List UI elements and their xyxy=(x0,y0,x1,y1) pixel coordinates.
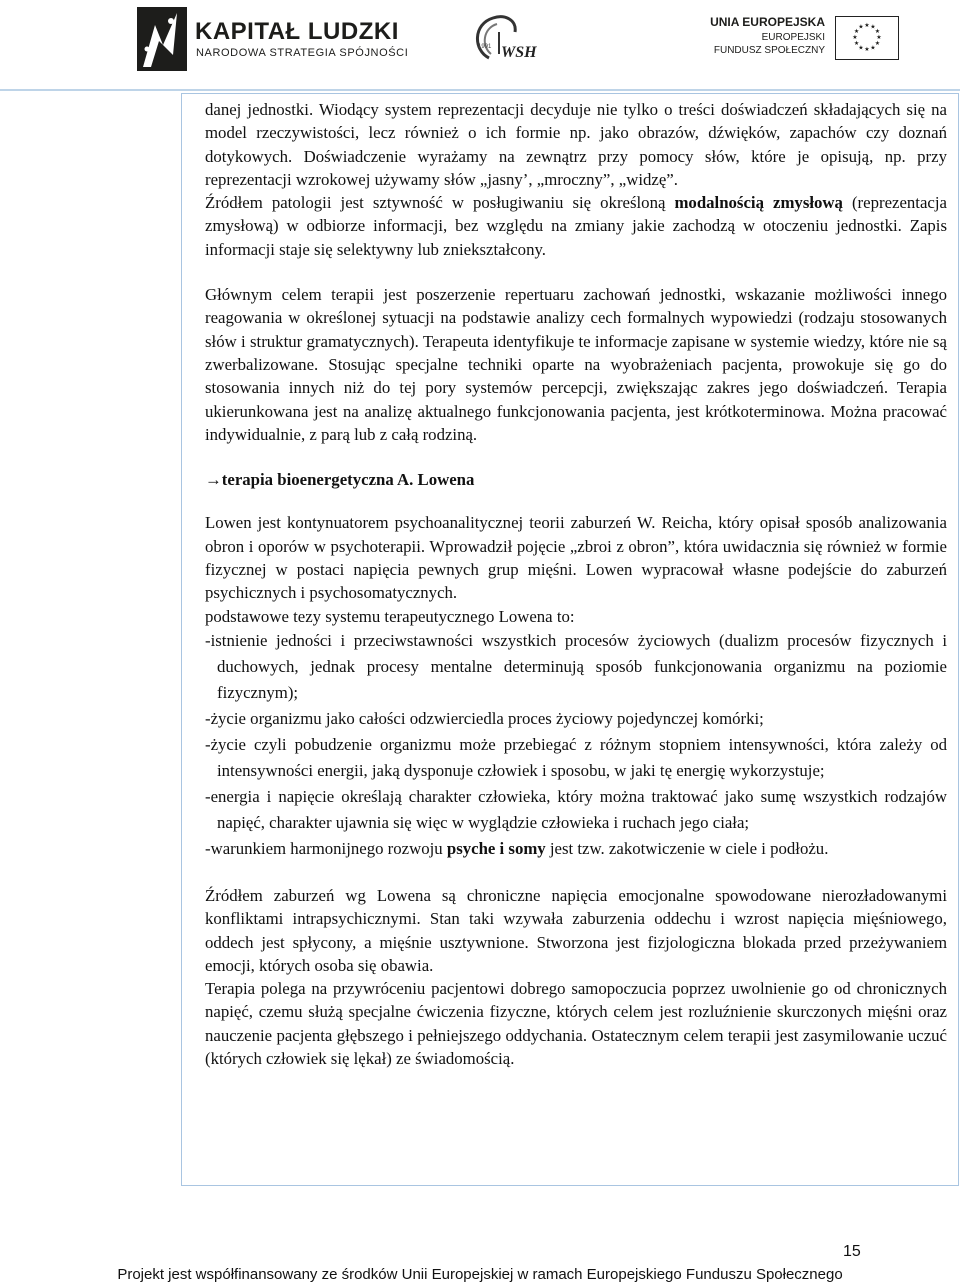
document-body xyxy=(205,98,947,1070)
svg-text:★: ★ xyxy=(853,28,860,35)
svg-text:★: ★ xyxy=(874,40,881,47)
kapital-ludzki-icon xyxy=(133,5,191,73)
eu-fund-line1: EUROPEJSKI xyxy=(761,32,825,43)
page-number: 15 xyxy=(843,1243,861,1260)
paragraph-theses-intro: podstawowe tezy systemu terapeutycznego Lowena to: xyxy=(205,606,575,626)
eu-stars-icon xyxy=(836,17,898,59)
svg-text:★: ★ xyxy=(864,22,870,29)
paragraph-lowen-intro: Lowen jest kontynuatorem psychoanalitycznej teorii zaburzeń W. Reicha, który opisał sposób analizowania obron i oporów w psychoterapii. Wprowadził pojęcie „zbroi z obron”, która uwidacznia się również w formie fizycznej w postaci napięcia pewnych grup mięśni. Lowen wypracował własne podejście do zaburzeń psychicznych i psychosomatycznych. xyxy=(205,513,947,603)
page-header xyxy=(0,0,960,92)
paragraph-therapy-method: Terapia polega na przywróceniu pacjentowi dobrego samopoczucia poprzez uwolnienie go od chronicznych napięć, czemu służą specjalne ćwiczenia fizyczne, których celem jest rozluźnienie skurczonych mięśni oraz nauczenie pacjenta głębszego i pełniejszego oddychania. Ostatecznym celem terapii jest zasymilowanie uczuć (których człowiek się lękał) ze świadomością. xyxy=(205,979,947,1069)
svg-text:★: ★ xyxy=(853,40,860,47)
eu-logo-text xyxy=(660,12,825,70)
svg-text:★: ★ xyxy=(852,34,858,41)
paragraph-therapy-goal: Głównym celem terapii jest poszerzenie repertuaru zachowań jednostki, wskazanie możliwości innego reagowania w określonej sytuacji na podstawie analizy cech formalnych wypowiedzi (rodzaju stosowanych słów i struktur gramatycznych). Terapeuta identyfikuje te informacje zapisane w systemie wiedzy, które nie są zwerbalizowane. Stosując specjalne techniki oparte na wyobrażeniach pacjenta, prowokuje się go do stosowania innych niż do tej pory systemów percepcji, zwiększając zakres jego doświadczeń. Terapia ukierunkowana jest na analizę aktualnego funkcjonowania pacjenta, jest krótkoterminowa. Można pracować indywidualnie, z parą lub z całą rodziną. xyxy=(205,285,947,444)
pathology-text-end: (reprezentacja zmysłową) w odbiorze informacji, bez względu na zmiany jakie zachodzą w otoczeniu jednostki. Zapis informacji staje się selektywny lub zniekształcony. xyxy=(205,193,947,259)
eu-flag-icon xyxy=(835,16,899,60)
wsh-year: 1991 xyxy=(478,44,492,50)
eu-fund-line2: FUNDUSZ SPOŁECZNY xyxy=(713,45,825,56)
list-item: -energia i napięcie określają charakter człowieka, który można traktować jako sumę wszystkich rodzajów napięć, charakter ujawnia się więc w wyglądzie człowieka i ruchach jego ciała; xyxy=(205,786,947,832)
paragraph-pathology xyxy=(205,191,947,261)
psyche-soma-term: psyche i somy xyxy=(446,838,546,858)
kapital-ludzki-subtitle: NARODOWA STRATEGIA SPÓJNOŚCI xyxy=(196,47,409,59)
wsh-text: WSH xyxy=(501,44,537,61)
svg-text:★: ★ xyxy=(858,44,864,52)
kapital-ludzki-title: KAPITAŁ LUDZKI xyxy=(195,18,399,45)
svg-text:★: ★ xyxy=(874,28,881,35)
svg-text:★: ★ xyxy=(870,23,876,31)
section-heading-text: terapia bioenergetyczna A. Lowena xyxy=(221,470,475,490)
pathology-text-start: Źródłem patologii jest sztywność w posługiwaniu się określoną xyxy=(205,193,675,213)
modality-term: modalnością zmysłową xyxy=(674,193,843,213)
svg-text:★: ★ xyxy=(858,23,864,31)
svg-text:★: ★ xyxy=(870,44,876,52)
wsh-logo xyxy=(471,10,541,70)
list-item: -życie organizmu jako całości odzwierciedla proces życiowy pojedynczej komórki; xyxy=(205,708,764,728)
section-heading xyxy=(205,468,947,491)
paragraph-disorder-source: Źródłem zaburzeń wg Lowena są chroniczne napięcia emocjonalne spowodowane nierozładowanymi konfliktami intrapsychicznymi. Stan taki wzywała zaburzenia oddechu i wzrost napięcia mięśniowego, oddech jest spłycony, a mięśnie usztywnione. Stworzona jest fizjologiczna blokada przed przeżywaniem emocji, których osoba się obawia. xyxy=(205,885,947,975)
footer-funding-note: Projekt jest współfinansowany ze środków Unii Europejskiej w ramach Europejskiego Funduszu Społecznego xyxy=(117,1266,843,1283)
paragraph-representation: danej jednostki. Wiodący system reprezentacji decyduje nie tylko o treści doświadczeń składających się na model rzeczywistości, lecz również o ich formie np. jako obrazów, dźwięków, zapachów czy doznań dotykowych. Doświadczenie wyrażamy na zewnątrz przy pomocy słów, które je opisują, np. przy reprezentacji wzrokowej używamy słów „jasny’, „mroczny”, „widzę”. xyxy=(205,100,947,189)
svg-text:★: ★ xyxy=(876,34,882,41)
list-item: -istnienie jedności i przeciwstawności wszystkich procesów życiowych (dualizm procesów fizycznych i duchowych, jednak procesy mentalne determinują sposób funkcjonowania organizmu na poziomie fizycznym); xyxy=(205,630,947,702)
eu-title: UNIA EUROPEJSKA xyxy=(710,15,825,29)
list-item: -życie czyli pobudzenie organizmu może przebiegać z różnym stopniem intensywności, która zależy od intensywności energii, jaką dysponuje człowiek i sposobu, w jaki tę energię wykorzystuje; xyxy=(205,734,947,780)
svg-text:★: ★ xyxy=(864,46,870,53)
arrow-icon: → xyxy=(205,470,222,490)
list-text-end: jest tzw. zakotwiczenie w ciele i podłożu. xyxy=(545,838,829,858)
list-item xyxy=(205,836,947,862)
kapital-ludzki-logo xyxy=(133,5,409,75)
list-text-start: -warunkiem harmonijnego rozwoju xyxy=(205,838,447,858)
